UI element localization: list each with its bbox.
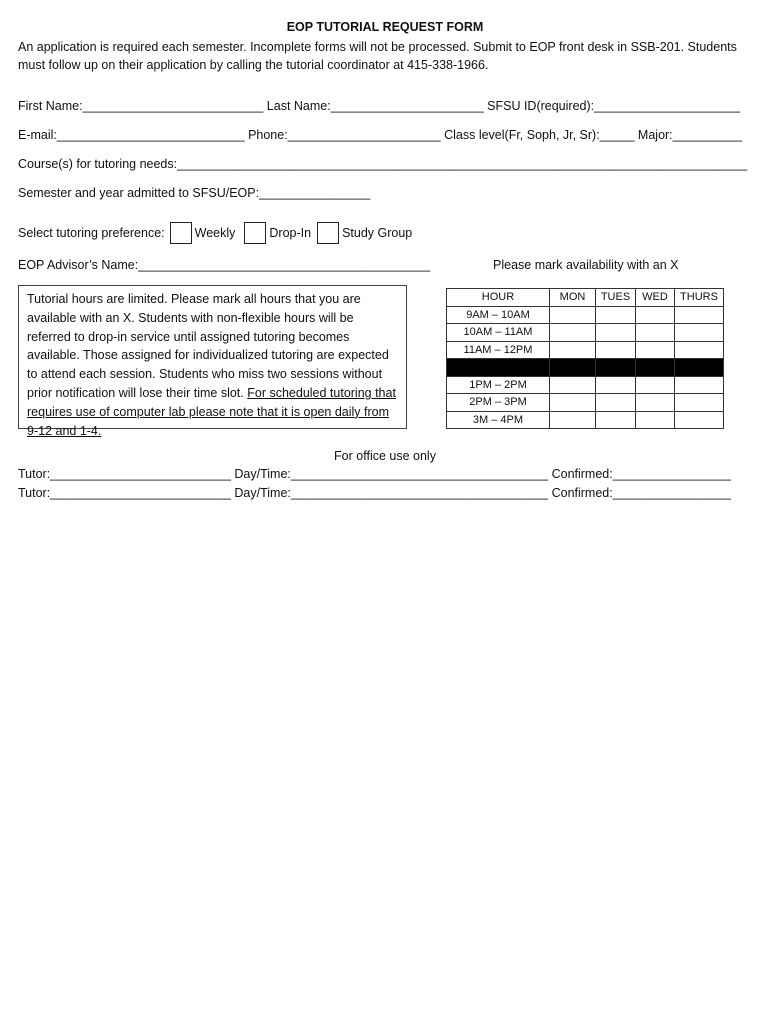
blackout-cell (636, 359, 675, 377)
availability-title: Please mark availability with an X (493, 258, 679, 272)
hour-cell: 11AM – 12PM (447, 341, 550, 359)
hour-cell: 1PM – 2PM (447, 376, 550, 394)
availability-table (446, 288, 724, 429)
hour-cell: 3M – 4PM (447, 411, 550, 429)
slot-cell[interactable] (550, 376, 596, 394)
notice-text: Tutorial hours are limited. Please mark all hours that you are available with an X. Students with non-flexible hours will be referred to drop-in service until assigned tutoring becomes available. Those assigned for individualized tutoring are expected to attend each session. Students who miss two sessions without prior notification will lose their time slot. (27, 292, 389, 400)
blackout-cell (675, 359, 724, 377)
slot-cell[interactable] (596, 324, 636, 342)
drop-in-checkbox[interactable] (244, 222, 266, 244)
form-intro: An application is required each semester. Incomplete forms will not be processed. Submit to EOP front desk in SSB-201. Students must follow up on their application by calling the tutorial coordinator at 415-338-1966. (18, 40, 737, 72)
col-tues: TUES (596, 289, 636, 307)
tutoring-preference (18, 222, 416, 244)
hour-cell: 9AM – 10AM (447, 306, 550, 324)
slot-cell[interactable] (596, 341, 636, 359)
blackout-cell (596, 359, 636, 377)
table-row (447, 411, 724, 429)
slot-cell[interactable] (550, 394, 596, 412)
drop-in-label: Drop-In (269, 226, 312, 240)
table-row (447, 341, 724, 359)
contact-class-fields[interactable]: E-mail:___________________________ Phone:______________________ Class level(Fr, Soph, Jr, Sr):_____ Major:__________ (18, 128, 743, 142)
advisor-name-field[interactable]: EOP Advisor’s Name:__________________________________________ (18, 258, 431, 272)
name-id-fields[interactable]: First Name:__________________________ Last Name:______________________ SFSU ID(required):_____________________ (18, 99, 741, 113)
slot-cell[interactable] (675, 411, 724, 429)
slot-cell[interactable] (675, 394, 724, 412)
preference-label: Select tutoring preference: (18, 226, 165, 240)
availability-header-row (447, 289, 724, 307)
slot-cell[interactable] (636, 376, 675, 394)
slot-cell[interactable] (675, 341, 724, 359)
semester-admitted-field[interactable]: Semester and year admitted to SFSU/EOP:________________ (18, 186, 371, 200)
slot-cell[interactable] (636, 324, 675, 342)
slot-cell[interactable] (550, 341, 596, 359)
slot-cell[interactable] (675, 324, 724, 342)
slot-cell[interactable] (636, 394, 675, 412)
weekly-checkbox[interactable] (170, 222, 192, 244)
table-row (447, 376, 724, 394)
office-use-title: For office use only (334, 449, 436, 463)
lunch-blackout-row (447, 359, 724, 377)
slot-cell[interactable] (636, 411, 675, 429)
study-group-label: Study Group (342, 226, 413, 240)
study-group-checkbox[interactable] (317, 222, 339, 244)
col-wed: WED (636, 289, 675, 307)
courses-field[interactable]: Course(s) for tutoring needs:__________________________________________________________________________________ (18, 157, 748, 171)
slot-cell[interactable] (550, 324, 596, 342)
slot-cell[interactable] (550, 306, 596, 324)
slot-cell[interactable] (636, 341, 675, 359)
office-tutor-row-1[interactable]: Tutor:__________________________ Day/Time:_____________________________________ Confirmed:_________________ (18, 467, 731, 481)
slot-cell[interactable] (596, 394, 636, 412)
hour-cell: 10AM – 11AM (447, 324, 550, 342)
table-row (447, 306, 724, 324)
slot-cell[interactable] (596, 411, 636, 429)
slot-cell[interactable] (675, 376, 724, 394)
col-thurs: THURS (675, 289, 724, 307)
form-title: EOP TUTORIAL REQUEST FORM (286, 20, 484, 34)
office-tutor-row-2[interactable]: Tutor:__________________________ Day/Time:_____________________________________ Confirmed:_________________ (18, 486, 731, 500)
table-row (447, 394, 724, 412)
table-row (447, 324, 724, 342)
col-hour: HOUR (447, 289, 550, 307)
slot-cell[interactable] (596, 376, 636, 394)
slot-cell[interactable] (596, 306, 636, 324)
slot-cell[interactable] (550, 411, 596, 429)
hour-cell: 2PM – 3PM (447, 394, 550, 412)
slot-cell[interactable] (675, 306, 724, 324)
weekly-label: Weekly (194, 226, 236, 240)
slot-cell[interactable] (636, 306, 675, 324)
col-mon: MON (550, 289, 596, 307)
lab-hours-note: For scheduled tutoring that requires use of computer lab please note that it is open daily from 9-12 and 1-4. (27, 385, 396, 438)
blackout-cell (550, 359, 596, 377)
tutorial-notice-box (18, 285, 407, 438)
blackout-cell (447, 359, 550, 377)
